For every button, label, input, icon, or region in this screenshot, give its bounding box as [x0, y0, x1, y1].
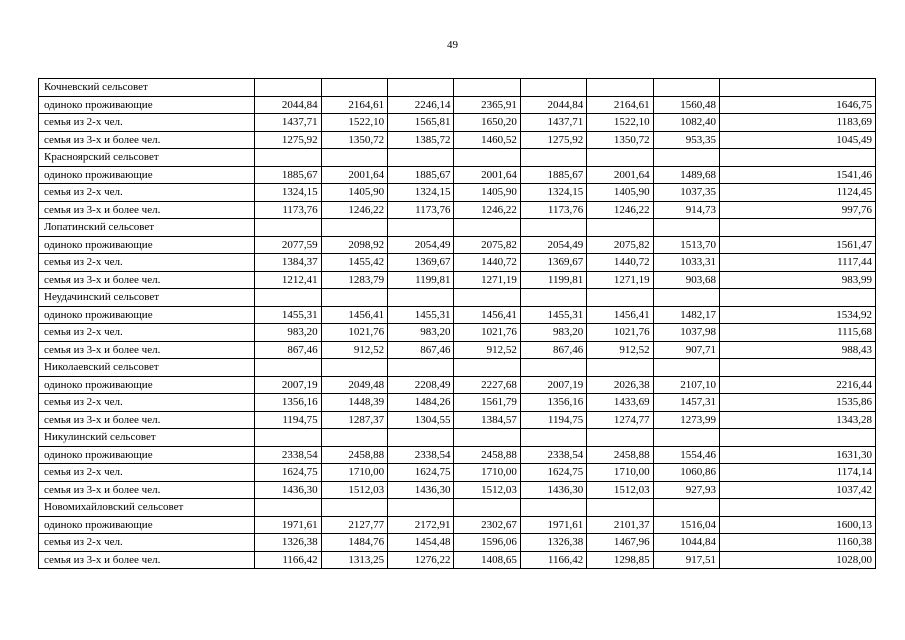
row-label: семья из 3-х и более чел.: [39, 201, 255, 219]
empty-cell: [321, 499, 387, 517]
value-cell: 2001,64: [587, 166, 653, 184]
value-cell: 1710,00: [454, 464, 520, 482]
value-cell: 1021,76: [587, 324, 653, 342]
empty-cell: [388, 289, 454, 307]
council-name: Николаевский сельсовет: [39, 359, 255, 377]
council-header-row: [39, 499, 876, 517]
empty-cell: [520, 219, 586, 237]
value-cell: 1324,15: [520, 184, 586, 202]
row-label: семья из 3-х и более чел.: [39, 131, 255, 149]
empty-cell: [388, 149, 454, 167]
value-cell: 1369,67: [520, 254, 586, 272]
value-cell: 1560,48: [653, 96, 719, 114]
empty-cell: [520, 429, 586, 447]
value-cell: 2026,38: [587, 376, 653, 394]
value-cell: 1326,38: [255, 534, 321, 552]
row-label: одиноко проживающие: [39, 446, 255, 464]
value-cell: 1356,16: [255, 394, 321, 412]
value-cell: 1405,90: [321, 184, 387, 202]
value-cell: 1512,03: [587, 481, 653, 499]
value-cell: 1199,81: [388, 271, 454, 289]
value-cell: 1710,00: [321, 464, 387, 482]
value-cell: 1624,75: [520, 464, 586, 482]
value-cell: 867,46: [520, 341, 586, 359]
value-cell: 1456,41: [587, 306, 653, 324]
empty-cell: [720, 499, 876, 517]
value-cell: 914,73: [653, 201, 719, 219]
empty-cell: [454, 499, 520, 517]
value-cell: 1212,41: [255, 271, 321, 289]
empty-cell: [255, 149, 321, 167]
value-cell: 1385,72: [388, 131, 454, 149]
empty-cell: [454, 149, 520, 167]
empty-cell: [587, 219, 653, 237]
value-cell: 867,46: [255, 341, 321, 359]
row-label: семья из 2-х чел.: [39, 464, 255, 482]
value-cell: 1350,72: [321, 131, 387, 149]
value-cell: 1646,75: [720, 96, 876, 114]
value-cell: 1060,86: [653, 464, 719, 482]
value-cell: 1405,90: [454, 184, 520, 202]
value-cell: 1275,92: [255, 131, 321, 149]
value-cell: 1408,65: [454, 551, 520, 569]
value-cell: 1369,67: [388, 254, 454, 272]
table-row: [39, 306, 876, 324]
value-cell: 1194,75: [255, 411, 321, 429]
row-label: семья из 2-х чел.: [39, 184, 255, 202]
value-cell: 1273,99: [653, 411, 719, 429]
table-row: [39, 341, 876, 359]
empty-cell: [454, 429, 520, 447]
empty-cell: [388, 219, 454, 237]
value-cell: 1440,72: [587, 254, 653, 272]
empty-cell: [255, 79, 321, 97]
value-cell: 1484,26: [388, 394, 454, 412]
row-label: семья из 2-х чел.: [39, 324, 255, 342]
row-label: семья из 3-х и более чел.: [39, 551, 255, 569]
value-cell: 2054,49: [388, 236, 454, 254]
empty-cell: [520, 149, 586, 167]
row-label: семья из 3-х и более чел.: [39, 481, 255, 499]
value-cell: 1173,76: [255, 201, 321, 219]
value-cell: 907,71: [653, 341, 719, 359]
value-cell: 1194,75: [520, 411, 586, 429]
value-cell: 2075,82: [587, 236, 653, 254]
value-cell: 1021,76: [454, 324, 520, 342]
empty-cell: [454, 289, 520, 307]
empty-cell: [653, 79, 719, 97]
table-row: [39, 184, 876, 202]
value-cell: 2208,49: [388, 376, 454, 394]
table-row: [39, 464, 876, 482]
value-cell: 1166,42: [520, 551, 586, 569]
empty-cell: [388, 499, 454, 517]
row-label: семья из 2-х чел.: [39, 254, 255, 272]
value-cell: 1173,76: [388, 201, 454, 219]
value-cell: 1436,30: [255, 481, 321, 499]
value-cell: 1885,67: [388, 166, 454, 184]
value-cell: 1454,48: [388, 534, 454, 552]
empty-cell: [255, 289, 321, 307]
council-name: Красноярский сельсовет: [39, 149, 255, 167]
empty-cell: [321, 429, 387, 447]
value-cell: 1045,49: [720, 131, 876, 149]
council-name: Лопатинский сельсовет: [39, 219, 255, 237]
value-cell: 2107,10: [653, 376, 719, 394]
value-cell: 2054,49: [520, 236, 586, 254]
value-cell: 1033,31: [653, 254, 719, 272]
value-cell: 1028,00: [720, 551, 876, 569]
value-cell: 2007,19: [520, 376, 586, 394]
table-row: [39, 534, 876, 552]
empty-cell: [255, 499, 321, 517]
council-name: Никулинский сельсовет: [39, 429, 255, 447]
council-name: Новомихайловский сельсовет: [39, 499, 255, 517]
empty-cell: [587, 149, 653, 167]
value-cell: 1037,98: [653, 324, 719, 342]
empty-cell: [321, 79, 387, 97]
row-label: одиноко проживающие: [39, 166, 255, 184]
empty-cell: [520, 499, 586, 517]
table-row: [39, 271, 876, 289]
value-cell: 1522,10: [321, 114, 387, 132]
row-label: одиноко проживающие: [39, 236, 255, 254]
value-cell: 1541,46: [720, 166, 876, 184]
value-cell: 983,20: [520, 324, 586, 342]
empty-cell: [587, 79, 653, 97]
value-cell: 2098,92: [321, 236, 387, 254]
value-cell: 1600,13: [720, 516, 876, 534]
value-cell: 1522,10: [587, 114, 653, 132]
council-header-row: [39, 359, 876, 377]
value-cell: 1467,96: [587, 534, 653, 552]
value-cell: 2172,91: [388, 516, 454, 534]
value-cell: 2164,61: [321, 96, 387, 114]
value-cell: 988,43: [720, 341, 876, 359]
value-cell: 983,20: [255, 324, 321, 342]
table-row: [39, 236, 876, 254]
empty-cell: [388, 429, 454, 447]
empty-cell: [321, 359, 387, 377]
value-cell: 2338,54: [255, 446, 321, 464]
empty-cell: [520, 289, 586, 307]
row-label: семья из 2-х чел.: [39, 114, 255, 132]
table-row: [39, 114, 876, 132]
empty-cell: [321, 149, 387, 167]
value-cell: 2049,48: [321, 376, 387, 394]
table-row: [39, 411, 876, 429]
value-cell: 2001,64: [321, 166, 387, 184]
value-cell: 1037,42: [720, 481, 876, 499]
empty-cell: [653, 149, 719, 167]
empty-cell: [653, 219, 719, 237]
value-cell: 1650,20: [454, 114, 520, 132]
empty-cell: [720, 289, 876, 307]
council-name: Неудачинский сельсовет: [39, 289, 255, 307]
value-cell: 1971,61: [255, 516, 321, 534]
empty-cell: [720, 149, 876, 167]
value-cell: 1326,38: [520, 534, 586, 552]
empty-cell: [653, 499, 719, 517]
value-cell: 1160,38: [720, 534, 876, 552]
table-row: [39, 201, 876, 219]
empty-cell: [653, 359, 719, 377]
tariff-table: [38, 78, 876, 569]
value-cell: 2458,88: [587, 446, 653, 464]
value-cell: 1971,61: [520, 516, 586, 534]
value-cell: 1246,22: [454, 201, 520, 219]
empty-cell: [255, 429, 321, 447]
value-cell: 1512,03: [454, 481, 520, 499]
value-cell: 1174,14: [720, 464, 876, 482]
table-row: [39, 254, 876, 272]
table-row: [39, 131, 876, 149]
value-cell: 1456,41: [321, 306, 387, 324]
empty-cell: [388, 359, 454, 377]
value-cell: 1436,30: [388, 481, 454, 499]
value-cell: 1115,68: [720, 324, 876, 342]
value-cell: 2338,54: [520, 446, 586, 464]
value-cell: 2458,88: [321, 446, 387, 464]
council-name: Кочневский сельсовет: [39, 79, 255, 97]
value-cell: 1482,17: [653, 306, 719, 324]
value-cell: 1324,15: [255, 184, 321, 202]
value-cell: 1246,22: [587, 201, 653, 219]
empty-cell: [255, 359, 321, 377]
value-cell: 1455,31: [520, 306, 586, 324]
value-cell: 1534,92: [720, 306, 876, 324]
value-cell: 1554,46: [653, 446, 719, 464]
value-cell: 1535,86: [720, 394, 876, 412]
value-cell: 2458,88: [454, 446, 520, 464]
empty-cell: [720, 219, 876, 237]
value-cell: 2077,59: [255, 236, 321, 254]
page-number: 49: [447, 39, 458, 51]
empty-cell: [587, 359, 653, 377]
value-cell: 997,76: [720, 201, 876, 219]
council-header-row: [39, 289, 876, 307]
value-cell: 903,68: [653, 271, 719, 289]
value-cell: 1324,15: [388, 184, 454, 202]
value-cell: 1298,85: [587, 551, 653, 569]
value-cell: 1117,44: [720, 254, 876, 272]
value-cell: 2044,84: [520, 96, 586, 114]
value-cell: 1356,16: [520, 394, 586, 412]
empty-cell: [720, 429, 876, 447]
value-cell: 1183,69: [720, 114, 876, 132]
value-cell: 1405,90: [587, 184, 653, 202]
empty-cell: [587, 499, 653, 517]
value-cell: 2365,91: [454, 96, 520, 114]
row-label: семья из 3-х и более чел.: [39, 271, 255, 289]
empty-cell: [587, 429, 653, 447]
value-cell: 1343,28: [720, 411, 876, 429]
row-label: одиноко проживающие: [39, 306, 255, 324]
value-cell: 983,20: [388, 324, 454, 342]
value-cell: 1274,77: [587, 411, 653, 429]
value-cell: 1021,76: [321, 324, 387, 342]
value-cell: 2246,14: [388, 96, 454, 114]
row-label: семья из 2-х чел.: [39, 534, 255, 552]
empty-cell: [653, 289, 719, 307]
council-header-row: [39, 149, 876, 167]
value-cell: 2127,77: [321, 516, 387, 534]
value-cell: 2001,64: [454, 166, 520, 184]
value-cell: 2338,54: [388, 446, 454, 464]
value-cell: 1384,57: [454, 411, 520, 429]
value-cell: 2101,37: [587, 516, 653, 534]
value-cell: 1166,42: [255, 551, 321, 569]
value-cell: 1516,04: [653, 516, 719, 534]
value-cell: 917,51: [653, 551, 719, 569]
value-cell: 1440,72: [454, 254, 520, 272]
value-cell: 983,99: [720, 271, 876, 289]
row-label: одиноко проживающие: [39, 376, 255, 394]
value-cell: 1437,71: [520, 114, 586, 132]
value-cell: 1460,52: [454, 131, 520, 149]
value-cell: 1199,81: [520, 271, 586, 289]
value-cell: 2044,84: [255, 96, 321, 114]
row-label: одиноко проживающие: [39, 96, 255, 114]
value-cell: 1448,39: [321, 394, 387, 412]
value-cell: 1624,75: [388, 464, 454, 482]
value-cell: 1304,55: [388, 411, 454, 429]
empty-cell: [454, 219, 520, 237]
table-row: [39, 96, 876, 114]
value-cell: 1436,30: [520, 481, 586, 499]
value-cell: 1044,84: [653, 534, 719, 552]
value-cell: 1455,42: [321, 254, 387, 272]
value-cell: 1287,37: [321, 411, 387, 429]
value-cell: 2227,68: [454, 376, 520, 394]
value-cell: 1565,81: [388, 114, 454, 132]
value-cell: 1271,19: [587, 271, 653, 289]
value-cell: 1489,68: [653, 166, 719, 184]
value-cell: 1082,40: [653, 114, 719, 132]
value-cell: 1455,31: [388, 306, 454, 324]
table-row: [39, 166, 876, 184]
empty-cell: [388, 79, 454, 97]
value-cell: 1512,03: [321, 481, 387, 499]
value-cell: 912,52: [454, 341, 520, 359]
value-cell: 1124,45: [720, 184, 876, 202]
value-cell: 1271,19: [454, 271, 520, 289]
empty-cell: [520, 359, 586, 377]
value-cell: 1484,76: [321, 534, 387, 552]
table-row: [39, 324, 876, 342]
row-label: семья из 3-х и более чел.: [39, 411, 255, 429]
row-label: семья из 2-х чел.: [39, 394, 255, 412]
value-cell: 1457,31: [653, 394, 719, 412]
value-cell: 1455,31: [255, 306, 321, 324]
value-cell: 1173,76: [520, 201, 586, 219]
value-cell: 1313,25: [321, 551, 387, 569]
value-cell: 1596,06: [454, 534, 520, 552]
table-row: [39, 394, 876, 412]
value-cell: 1276,22: [388, 551, 454, 569]
value-cell: 1710,00: [587, 464, 653, 482]
empty-cell: [720, 79, 876, 97]
council-header-row: [39, 219, 876, 237]
value-cell: 1433,69: [587, 394, 653, 412]
empty-cell: [720, 359, 876, 377]
value-cell: 1456,41: [454, 306, 520, 324]
row-label: одиноко проживающие: [39, 516, 255, 534]
value-cell: 867,46: [388, 341, 454, 359]
value-cell: 2075,82: [454, 236, 520, 254]
value-cell: 1246,22: [321, 201, 387, 219]
value-cell: 1513,70: [653, 236, 719, 254]
table-row: [39, 516, 876, 534]
value-cell: 1561,47: [720, 236, 876, 254]
table-row: [39, 446, 876, 464]
value-cell: 1437,71: [255, 114, 321, 132]
value-cell: 1561,79: [454, 394, 520, 412]
empty-cell: [520, 79, 586, 97]
table-row: [39, 551, 876, 569]
value-cell: 1350,72: [587, 131, 653, 149]
value-cell: 1885,67: [255, 166, 321, 184]
empty-cell: [587, 289, 653, 307]
value-cell: 912,52: [321, 341, 387, 359]
row-label: семья из 3-х и более чел.: [39, 341, 255, 359]
table-row: [39, 376, 876, 394]
value-cell: 1275,92: [520, 131, 586, 149]
value-cell: 2302,67: [454, 516, 520, 534]
value-cell: 2007,19: [255, 376, 321, 394]
value-cell: 1283,79: [321, 271, 387, 289]
empty-cell: [653, 429, 719, 447]
value-cell: 1885,67: [520, 166, 586, 184]
value-cell: 1384,37: [255, 254, 321, 272]
value-cell: 953,35: [653, 131, 719, 149]
value-cell: 1631,30: [720, 446, 876, 464]
empty-cell: [454, 359, 520, 377]
council-header-row: [39, 79, 876, 97]
value-cell: 912,52: [587, 341, 653, 359]
empty-cell: [321, 289, 387, 307]
council-header-row: [39, 429, 876, 447]
value-cell: 2216,44: [720, 376, 876, 394]
value-cell: 927,93: [653, 481, 719, 499]
value-cell: 1624,75: [255, 464, 321, 482]
value-cell: 2164,61: [587, 96, 653, 114]
empty-cell: [454, 79, 520, 97]
empty-cell: [321, 219, 387, 237]
empty-cell: [255, 219, 321, 237]
value-cell: 1037,35: [653, 184, 719, 202]
table-row: [39, 481, 876, 499]
